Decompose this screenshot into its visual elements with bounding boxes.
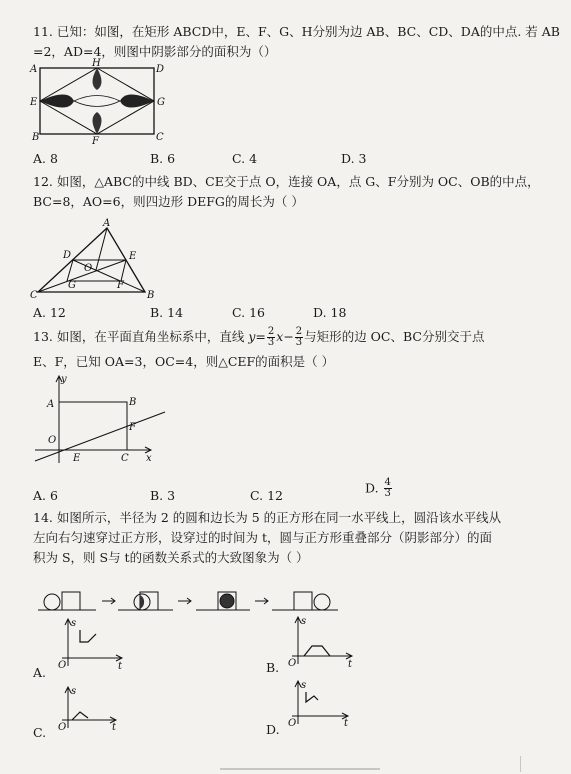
q13-frac2-num: 2	[295, 326, 303, 337]
q12-label-d: D	[63, 250, 72, 261]
q13-eq-x: x−	[276, 329, 294, 344]
q11-option-c[interactable]: C. 4	[232, 151, 258, 166]
q11-text-line1: 11. 已知：如图，在矩形 ABCD中，E、F、G、H分别为边 AB、BC、CD、DA的中点. 若 AB	[33, 24, 560, 39]
q12-label-f: F	[117, 280, 124, 291]
q13-eq-y: y=	[248, 329, 266, 344]
q12-option-b[interactable]: B. 14	[150, 305, 184, 320]
q11-option-b[interactable]: B. 6	[150, 151, 176, 166]
q13-text-a: 13. 如图，在平面直角坐标系中，直线	[33, 329, 245, 344]
q14-option-a[interactable]: A.	[33, 665, 47, 680]
q13-option-d[interactable]	[365, 478, 393, 499]
q13-option-b[interactable]: B. 3	[150, 488, 176, 503]
q14-option-d[interactable]: D.	[266, 722, 280, 737]
q11-rectangle-figure	[30, 58, 170, 147]
q14-graph-d	[286, 680, 361, 728]
q14-graph-c-o: O	[58, 722, 67, 733]
q12-text-line2: BC=8，AO=6，则四边形 DEFG的周长为（ ）	[33, 194, 304, 209]
q11-label-b: B	[32, 132, 40, 143]
q14-text-line3: 积为 S，则 S与 t的函数关系式的大致图象为（ ）	[33, 550, 309, 565]
q13-option-d-den: 3	[384, 488, 391, 499]
q12-label-o: O	[84, 263, 93, 274]
q13-label-f: F	[129, 422, 136, 433]
q12-label-g: G	[68, 280, 76, 291]
q13-option-d-fraction	[384, 478, 392, 499]
q13-frac2-den: 3	[295, 337, 303, 348]
q12-label-b: B	[147, 290, 155, 301]
q14-graph-b-o: O	[288, 658, 297, 669]
q14-text-line1: 14. 如图所示，半径为 2 的圆和边长为 5 的正方形在同一水平线上，圆沿该水平线从	[33, 510, 502, 525]
q14-graph-c-t: t	[112, 722, 117, 733]
q11-label-g: G	[157, 97, 165, 108]
q14-graph-d-o: O	[288, 718, 297, 729]
q13-text-line1	[33, 325, 484, 349]
q11-option-a[interactable]: A. 8	[33, 151, 58, 166]
q14-graph-b-s: s	[301, 616, 307, 627]
q13-label-b: B	[129, 397, 137, 408]
q11-label-c: C	[156, 132, 164, 143]
q13-text-b: 与矩形	[304, 329, 342, 344]
q14-graph-b-t: t	[348, 659, 353, 670]
scan-edge-mark-2	[520, 756, 521, 772]
q12-label-c: C	[30, 290, 38, 301]
q11-label-f: F	[92, 136, 99, 147]
q13-label-a: A	[47, 399, 55, 410]
q13-coordinate-figure	[33, 375, 173, 465]
q13-label-o: O	[48, 435, 57, 446]
q14-graph-a-s: s	[71, 618, 77, 629]
q11-label-d: D	[156, 64, 165, 75]
q13-fraction-2	[295, 327, 303, 348]
q12-option-d[interactable]: D. 18	[313, 305, 347, 320]
q14-graph-d-s: s	[301, 680, 307, 691]
scan-edge-mark	[220, 768, 380, 770]
q14-option-b[interactable]: B.	[266, 660, 280, 675]
q13-text-c: 的边 OC、BC分别交于点	[341, 329, 485, 344]
q13-option-d-prefix: D.	[365, 480, 379, 496]
q12-option-a[interactable]: A. 12	[33, 305, 66, 320]
q11-label-h: H	[92, 58, 101, 69]
q14-graph-a-o: O	[58, 660, 67, 671]
q14-graph-c	[56, 686, 131, 732]
q12-triangle-figure	[30, 218, 160, 301]
q11-option-d[interactable]: D. 3	[341, 151, 367, 166]
q12-option-c[interactable]: C. 16	[232, 305, 265, 320]
q13-label-x: x	[146, 453, 152, 464]
q13-text-line2: E、F，已知 OA=3，OC=4，则△CEF的面积是（ ）	[33, 354, 335, 369]
q14-graph-d-t: t	[344, 718, 349, 729]
q14-graph-b	[286, 616, 361, 668]
q14-text-line2: 左向右匀速穿过正方形，设穿过的时间为 t，圆与正方形重叠部分（阴影部分）的面	[33, 530, 492, 545]
q13-frac1-num: 2	[267, 326, 275, 337]
q12-text-line1: 12. 如图，△ABC的中线 BD、CE交于点 O，连接 OA，点 G、F分别为 OC、OB的中点，	[33, 174, 540, 189]
q14-graph-a	[56, 618, 131, 670]
q12-label-e: E	[129, 251, 137, 262]
q11-label-e: E	[30, 97, 38, 108]
q13-frac1-den: 3	[267, 337, 275, 348]
q13-label-c: C	[121, 453, 129, 464]
q13-option-a[interactable]: A. 6	[33, 488, 58, 503]
q13-label-e: E	[73, 453, 81, 464]
q14-option-c[interactable]: C.	[33, 725, 47, 740]
q13-fraction-1	[267, 327, 275, 348]
q11-label-a: A	[30, 64, 38, 75]
q13-label-y: y	[61, 374, 67, 385]
q12-label-a: A	[103, 218, 111, 229]
q13-option-d-num: 4	[384, 477, 391, 488]
q11-text-line2: =2，AD=4，则图中阴影部分的面积为（）	[33, 44, 277, 59]
q14-motion-sequence	[38, 588, 348, 614]
q14-graph-a-t: t	[118, 661, 123, 672]
q13-option-c[interactable]: C. 12	[250, 488, 283, 503]
q14-graph-c-s: s	[71, 686, 77, 697]
